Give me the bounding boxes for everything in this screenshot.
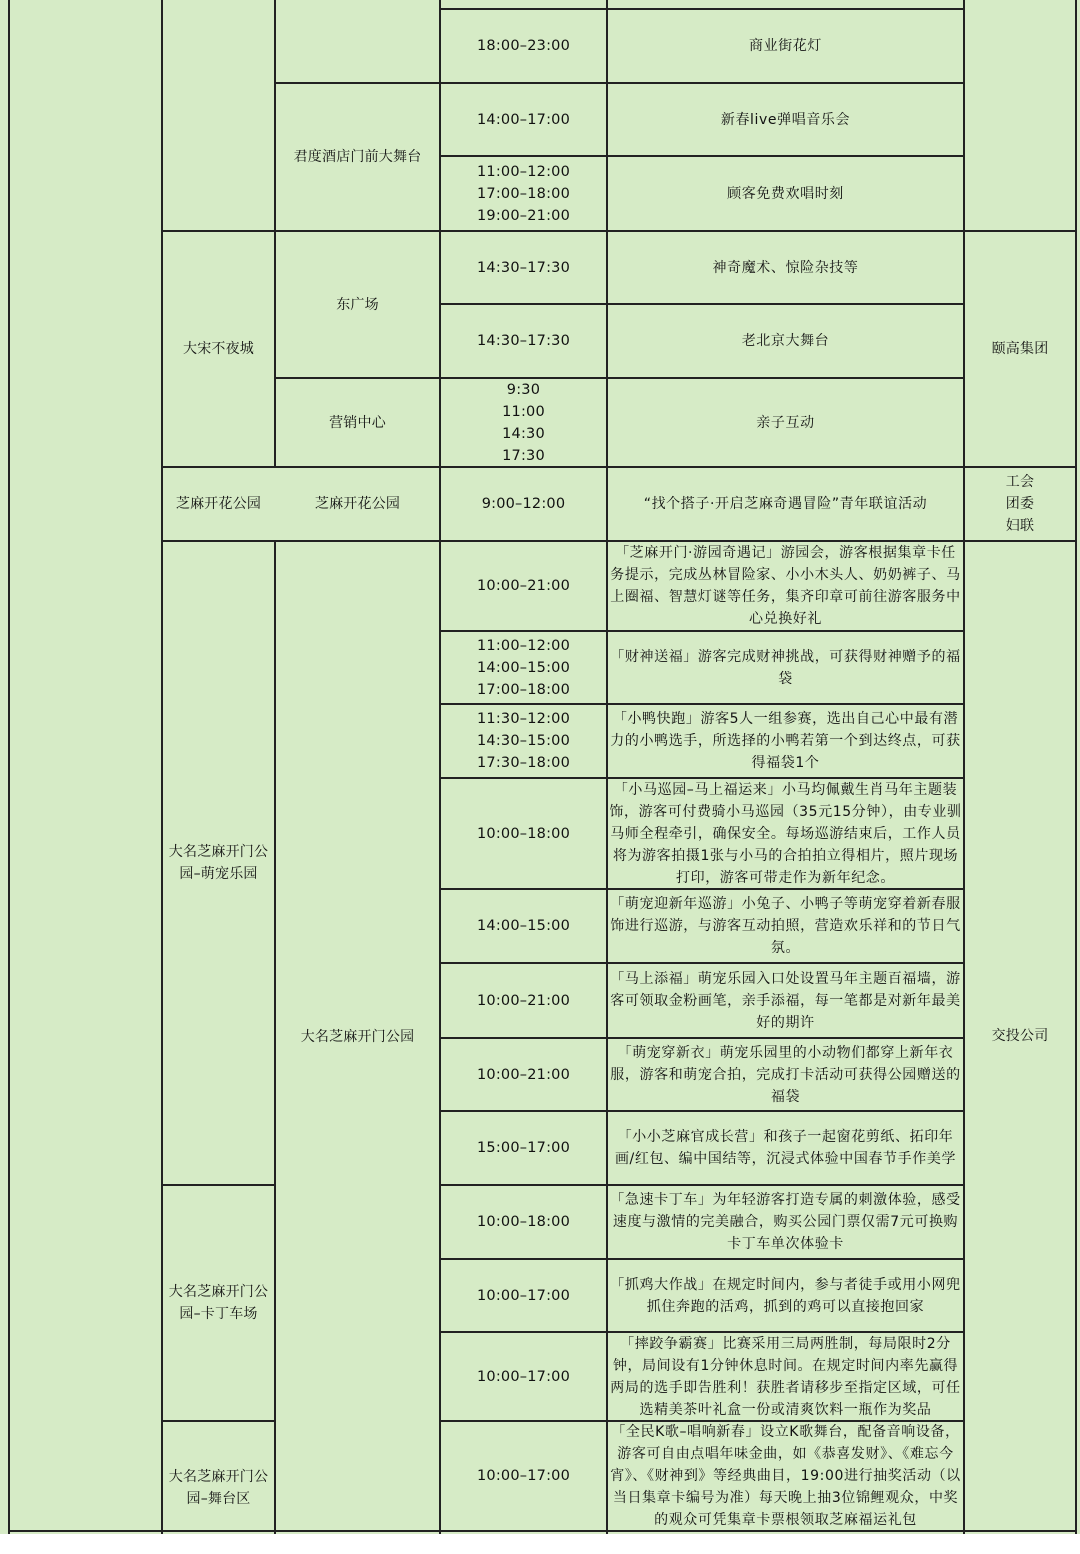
time-cell: 15:00–17:00: [476, 1140, 571, 1156]
time-cell: 14:00–15:00: [476, 918, 571, 934]
activity-cell: 新春live弹唱音乐会: [720, 111, 851, 128]
table-border: [8, 0, 10, 1534]
activity-cell: 「全民K歌–唱响新春」设立K歌舞台，配备音响设备，游客可自由点唱年味金曲，如《恭喜发财》、《难忘今宵》、《财神到》等经典曲目，19:00进行抽奖活动（以当日集章卡编号为准）每天晚上抽3位锦鲤观众，中奖的观众可凭集章卡票根领取芝麻福运礼包: [610, 1424, 961, 1528]
time-cell: 10:00–17:00: [476, 1368, 571, 1385]
organizer-cell: 颐高集团: [991, 341, 1049, 357]
time-cell: 14:00–17:00: [476, 111, 571, 128]
time-cell: 9:30 11:00 14:30 17:30: [502, 381, 545, 464]
time-cell: 10:00–21:00: [476, 1066, 571, 1083]
activity-cell: 「萌宠穿新衣」萌宠乐园里的小动物们都穿上新年衣服，游客和萌宠合拍，完成打卡活动可获得公园赠送的福袋: [610, 1044, 961, 1105]
activity-cell: 「急速卡丁车」为年轻游客打造专属的刺激体验，感受速度与激情的完美融合，购买公园门票仅需7元可换购卡丁车单次体验卡: [610, 1192, 961, 1252]
activity-cell: 「摔跤争霸赛」比赛采用三局两胜制，每局限时2分钟，局间设有1分钟休息时间。在规定时间内率先赢得两局的选手即告胜利！获胜者请移步至指定区域，可任选精美茶叶礼盒一份或清爽饮料一瓶作为奖品: [610, 1335, 961, 1418]
activity-cell: 「小马巡园–马上福运来」小马均佩戴生肖马年主题装饰，游客可付费骑小马巡园（35元15分钟），由专业驯马师全程牵引，确保安全。每场巡游结束后，工作人员将为游客拍摄1张与小马的合拍拍立得相片，照片现场打印，游客可带走作为新年纪念。: [609, 781, 962, 886]
activity-cell: 老北京大舞台: [741, 333, 830, 349]
activity-cell: 「小小芝麻官成长营」和孩子一起窗花剪纸、拓印年画/红包、编中国结等，沉浸式体验中国春节手作美学: [614, 1129, 957, 1167]
venue-cell: 大名芝麻开门公园: [300, 1029, 415, 1045]
area-cell: 大名芝麻开门公 园–萌宠乐园: [168, 844, 269, 882]
area-cell: 大宋不夜城: [183, 341, 254, 357]
activity-cell: 「小鸭快跑」游客5人一组参赛，选出自己心中最有潜力的小鸭选手，所选择的小鸭若第一个到达终点，可获得福袋1个: [610, 711, 961, 771]
time-cell: 14:30–17:30: [476, 259, 571, 276]
area-cell: 大名芝麻开门公 园–卡丁车场: [168, 1284, 269, 1322]
time-cell: 11:00–12:00 14:00–15:00 17:00–18:00: [476, 637, 571, 698]
time-cell: 10:00–17:00: [476, 1287, 571, 1304]
venue-cell: 君度酒店门前大舞台: [293, 149, 422, 165]
activity-cell: 「萌宠迎新年巡游」小兔子、小鸭子等萌宠穿着新春服饰进行巡游，与游客互动拍照，营造欢乐祥和的节日气氛。: [610, 896, 961, 956]
venue-cell: 芝麻开花公园: [314, 496, 401, 512]
activity-cell: 「芝麻开门·游园奇遇记」游园会，游客根据集章卡任务提示，完成丛林冒险家、小小木头人、奶奶裤子、马上圈福、智慧灯谜等任务，集齐印章可前往游客服务中心兑换好礼: [610, 545, 961, 627]
time-cell: 18:00–23:00: [476, 38, 571, 54]
time-cell: 10:00–18:00: [476, 825, 571, 842]
time-cell: 10:00–17:00: [476, 1468, 571, 1484]
time-cell: 10:00–21:00: [476, 578, 571, 594]
organizer-cell: 工会 团委 妇联: [1005, 474, 1035, 534]
activity-cell: 商业街花灯: [749, 38, 822, 54]
activity-cell: 亲子互动: [756, 414, 815, 431]
activity-cell: 顾客免费欢唱时刻: [727, 185, 844, 202]
time-cell: 11:30–12:00 14:30–15:00 17:30–18:00: [476, 711, 571, 771]
area-cell: 大名芝麻开门公 园–舞台区: [168, 1469, 269, 1507]
activity-cell: 「马上添福」萌宠乐园入口处设置马年主题百福墙，游客可领取金粉画笔，亲手添福，每一笔都是对新年最美好的期许: [610, 970, 961, 1031]
organizer-cell: 交投公司: [991, 1028, 1049, 1044]
time-cell: 9:00–12:00: [481, 496, 566, 512]
time-cell: 10:00–21:00: [476, 992, 571, 1009]
activity-cell: 「财神送福」游客完成财神挑战，可获得财神赠予的福袋: [610, 648, 961, 687]
activity-cell: 「抓鸡大作战」在规定时间内，参与者徒手或用小网兜抓住奔跑的活鸡，抓到的鸡可以直接抱回家: [610, 1276, 961, 1315]
time-cell: 14:30–17:30: [476, 333, 571, 349]
activity-cell: “找个搭子·开启芝麻奇遇冒险”青年联谊活动: [643, 496, 928, 512]
time-cell: 10:00–18:00: [476, 1214, 571, 1230]
venue-cell: 营销中心: [329, 414, 386, 431]
activity-cell: 神奇魔术、惊险杂技等: [712, 259, 859, 276]
venue-cell: 东广场: [336, 296, 379, 313]
area-cell: 芝麻开花公园: [175, 496, 262, 512]
time-cell: 11:00–12:00 17:00–18:00 19:00–21:00: [476, 163, 571, 224]
